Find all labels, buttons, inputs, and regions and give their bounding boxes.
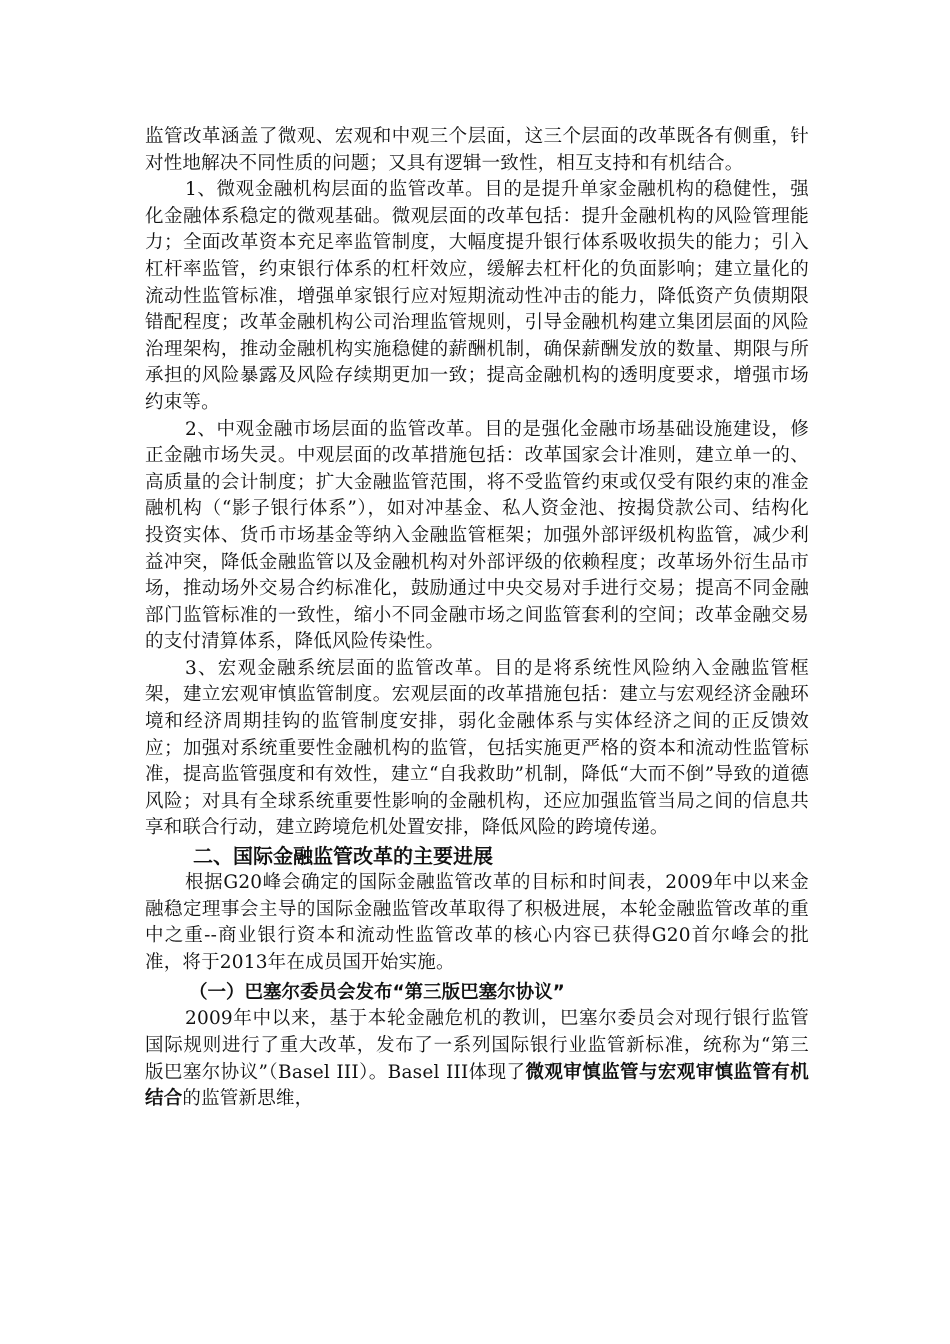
progress-paragraph: 根据G20峰会确定的国际金融监管改革的目标和时间表，2009年中以来金融稳定理事会主导的国际金融监管改革取得了积极进展，本轮金融监管改革的重中之重--商业银行资本和流动性监管改革的核心内容已获得G20首尔峰会的批准，将于2013年在成员国开始实施。 [145, 872, 809, 973]
basel-paragraph-end: 的监管新思维， [182, 1088, 314, 1110]
intro-paragraph: 监管改革涵盖了微观、宏观和中观三个层面，这三个层面的改革既各有侧重，针对性地解决不同性质的问题；又具有逻辑一致性，相互支持和有机结合。 [145, 126, 809, 174]
basel-paragraph-start: 2009年中以来，基于本轮金融危机的教训，巴塞尔委员会对现行银行监管国际规则进行了重大改革，发布了一系列国际银行业监管新标准，统称为“第三版巴塞尔协议”（Basel III）。Basel III体现了 [145, 1008, 809, 1083]
meso-reform-paragraph: 2、中观金融市场层面的监管改革。目的是强化金融市场基础设施建设，修正金融市场失灵。中观层面的改革措施包括：改革国家会计准则，建立单一的、高质量的会计制度；扩大金融监管范围，将不受监管约束或仅受有限约束的准金融机构（“影子银行体系”），如对冲基金、私人资金池、按揭贷款公司、结构化投资实体、货币市场基金等纳入金融监管框架；加强外部评级机构监管，减少利益冲突，降低金融监管以及金融机构对外部评级的依赖程度；改革场外衍生品市场，推动场外交易合约标准化，鼓励通过中央交易对手进行交易；提高不同金融部门监管标准的一致性，缩小不同金融市场之间监管套利的空间；改革金融交易的支付清算体系，降低风险传染性。 [145, 418, 809, 653]
basel-paragraph [145, 1006, 809, 1112]
basel-paragraph-emphasis: 微观审慎监管与宏观审慎监管有机结合 [145, 1061, 809, 1110]
micro-reform-paragraph: 1、微观金融机构层面的监管改革。目的是提升单家金融机构的稳健性，强化金融体系稳定的微观基础。微观层面的改革包括：提升金融机构的风险管理能力；全面改革资本充足率监管制度，大幅度提升银行体系吸收损失的能力；引入杠杆率监管，约束银行体系的杠杆效应，缓解去杠杆化的负面影响；建立量化的流动性监管标准，增强单家银行应对短期流动性冲击的能力，降低资产负债期限错配程度；改革金融机构公司治理监管规则，引导金融机构建立集团层面的风险治理架构，推动金融机构实施稳健的薪酬机制，确保薪酬发放的数量、期限与所承担的风险暴露及风险存续期更加一致；提高金融机构的透明度要求，增强市场约束等。 [145, 179, 809, 413]
section-heading: 二、国际金融监管改革的主要进展 [193, 844, 493, 869]
subsection-heading: （一）巴塞尔委员会发布“第三版巴塞尔协议” [189, 982, 565, 1004]
document-page [145, 124, 809, 1113]
macro-reform-paragraph: 3、宏观金融系统层面的监管改革。目的是将系统性风险纳入金融监管框架，建立宏观审慎监管制度。宏观层面的改革措施包括：建立与宏观经济金融环境和经济周期挂钩的监管制度安排，弱化金融体系与实体经济之间的正反馈效应；加强对系统重要性金融机构的监管，包括实施更严格的资本和流动性监管标准，提高监管强度和有效性，建立“自我救助”机制，降低“大而不倒”导致的道德风险；对具有全球系统重要性影响的金融机构，还应加强监管当局之间的信息共享和联合行动，建立跨境危机处置安排，降低风险的跨境传递。 [145, 657, 809, 839]
